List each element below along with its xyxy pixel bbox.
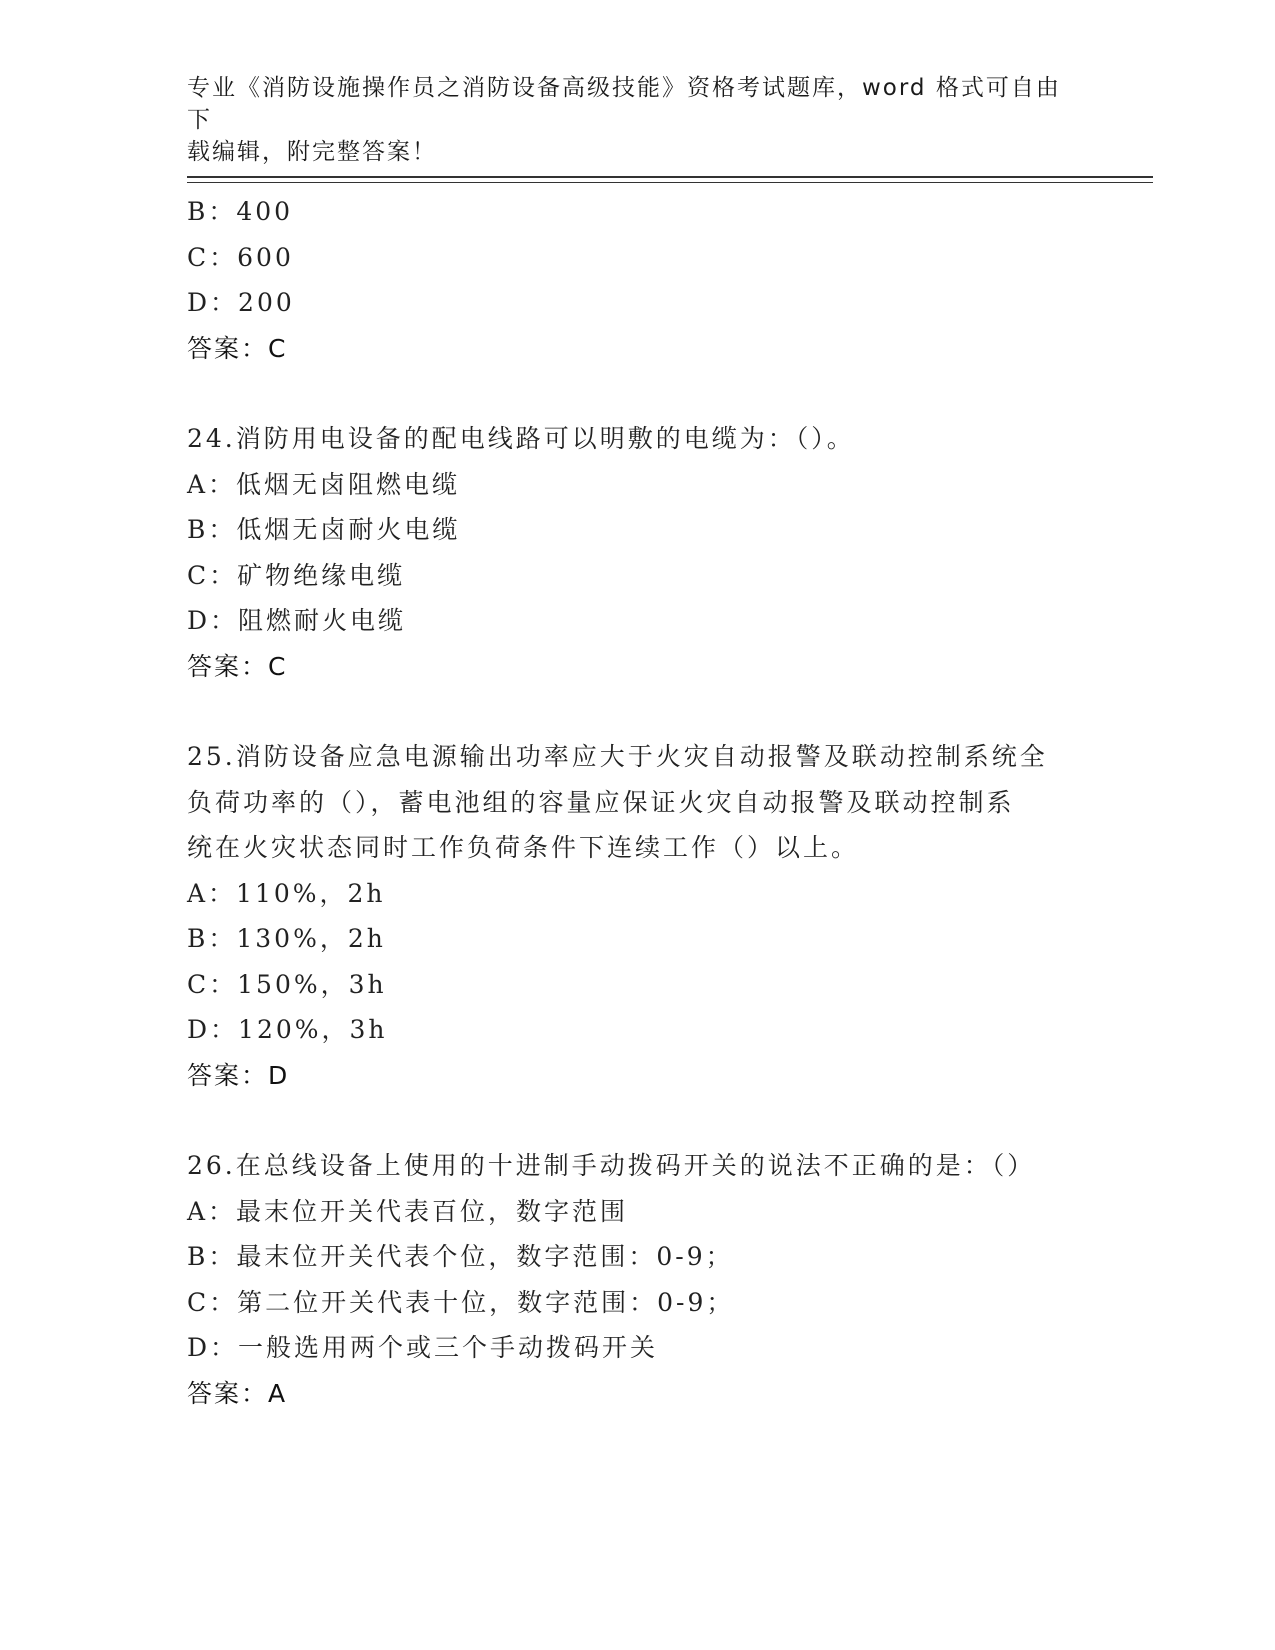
option-d: D：一般选用两个或三个手动拨码开关 <box>187 1333 659 1362</box>
option-c: C：600 <box>187 242 294 272</box>
option-b: B：400 <box>187 197 294 226</box>
question-text: 26.在总线设备上使用的十进制手动拨码开关的说法不正确的是：（） <box>187 1151 1036 1180</box>
header-line-2: 载编辑，附完整答案！ <box>187 139 437 165</box>
question-block-25 <box>187 734 1087 1098</box>
question-text-line-2: 负荷功率的（），蓄电池组的容量应保证火灾自动报警及联动控制系 <box>187 787 1015 817</box>
question-block-26 <box>187 1143 1087 1416</box>
question-block-24 <box>187 416 1087 689</box>
document-header <box>187 72 1067 168</box>
header-divider-thin <box>187 182 1153 183</box>
question-list <box>187 189 1087 1416</box>
answer-label: 答案：C <box>187 333 288 363</box>
option-b: B：低烟无卤耐火电缆 <box>187 515 461 544</box>
header-divider-thick <box>187 176 1153 178</box>
option-d: D：120%，3h <box>187 1015 388 1044</box>
option-c: C：第二位开关代表十位，数字范围：0-9； <box>187 1287 735 1317</box>
answer-label: 答案：D <box>187 1060 290 1090</box>
option-d: D：阻燃耐火电缆 <box>187 606 407 635</box>
option-a: A：低烟无卤阻燃电缆 <box>187 469 461 499</box>
option-c: C：150%，3h <box>187 969 387 999</box>
option-c: C：矿物绝缘电缆 <box>187 560 406 590</box>
question-block-23 <box>187 189 1087 371</box>
option-d: D：200 <box>187 288 295 317</box>
option-a: A：最末位开关代表百位，数字范围 <box>187 1196 629 1226</box>
answer-label: 答案：C <box>187 651 288 681</box>
question-text-line-1: 25.消防设备应急电源输出功率应大于火灾自动报警及联动控制系统全 <box>187 742 1048 771</box>
option-a: A：110%，2h <box>187 878 386 908</box>
answer-label: 答案：A <box>187 1378 288 1408</box>
question-text: 24.消防用电设备的配电线路可以明敷的电缆为：（）。 <box>187 424 855 453</box>
question-text-line-3: 统在火灾状态同时工作负荷条件下连续工作（）以上。 <box>187 833 860 862</box>
option-b: B：130%，2h <box>187 924 386 953</box>
header-line-1: 专业《消防设施操作员之消防设备高级技能》资格考试题库，word 格式可自由下 <box>187 75 1061 133</box>
option-b: B：最末位开关代表个位，数字范围：0-9； <box>187 1242 734 1271</box>
